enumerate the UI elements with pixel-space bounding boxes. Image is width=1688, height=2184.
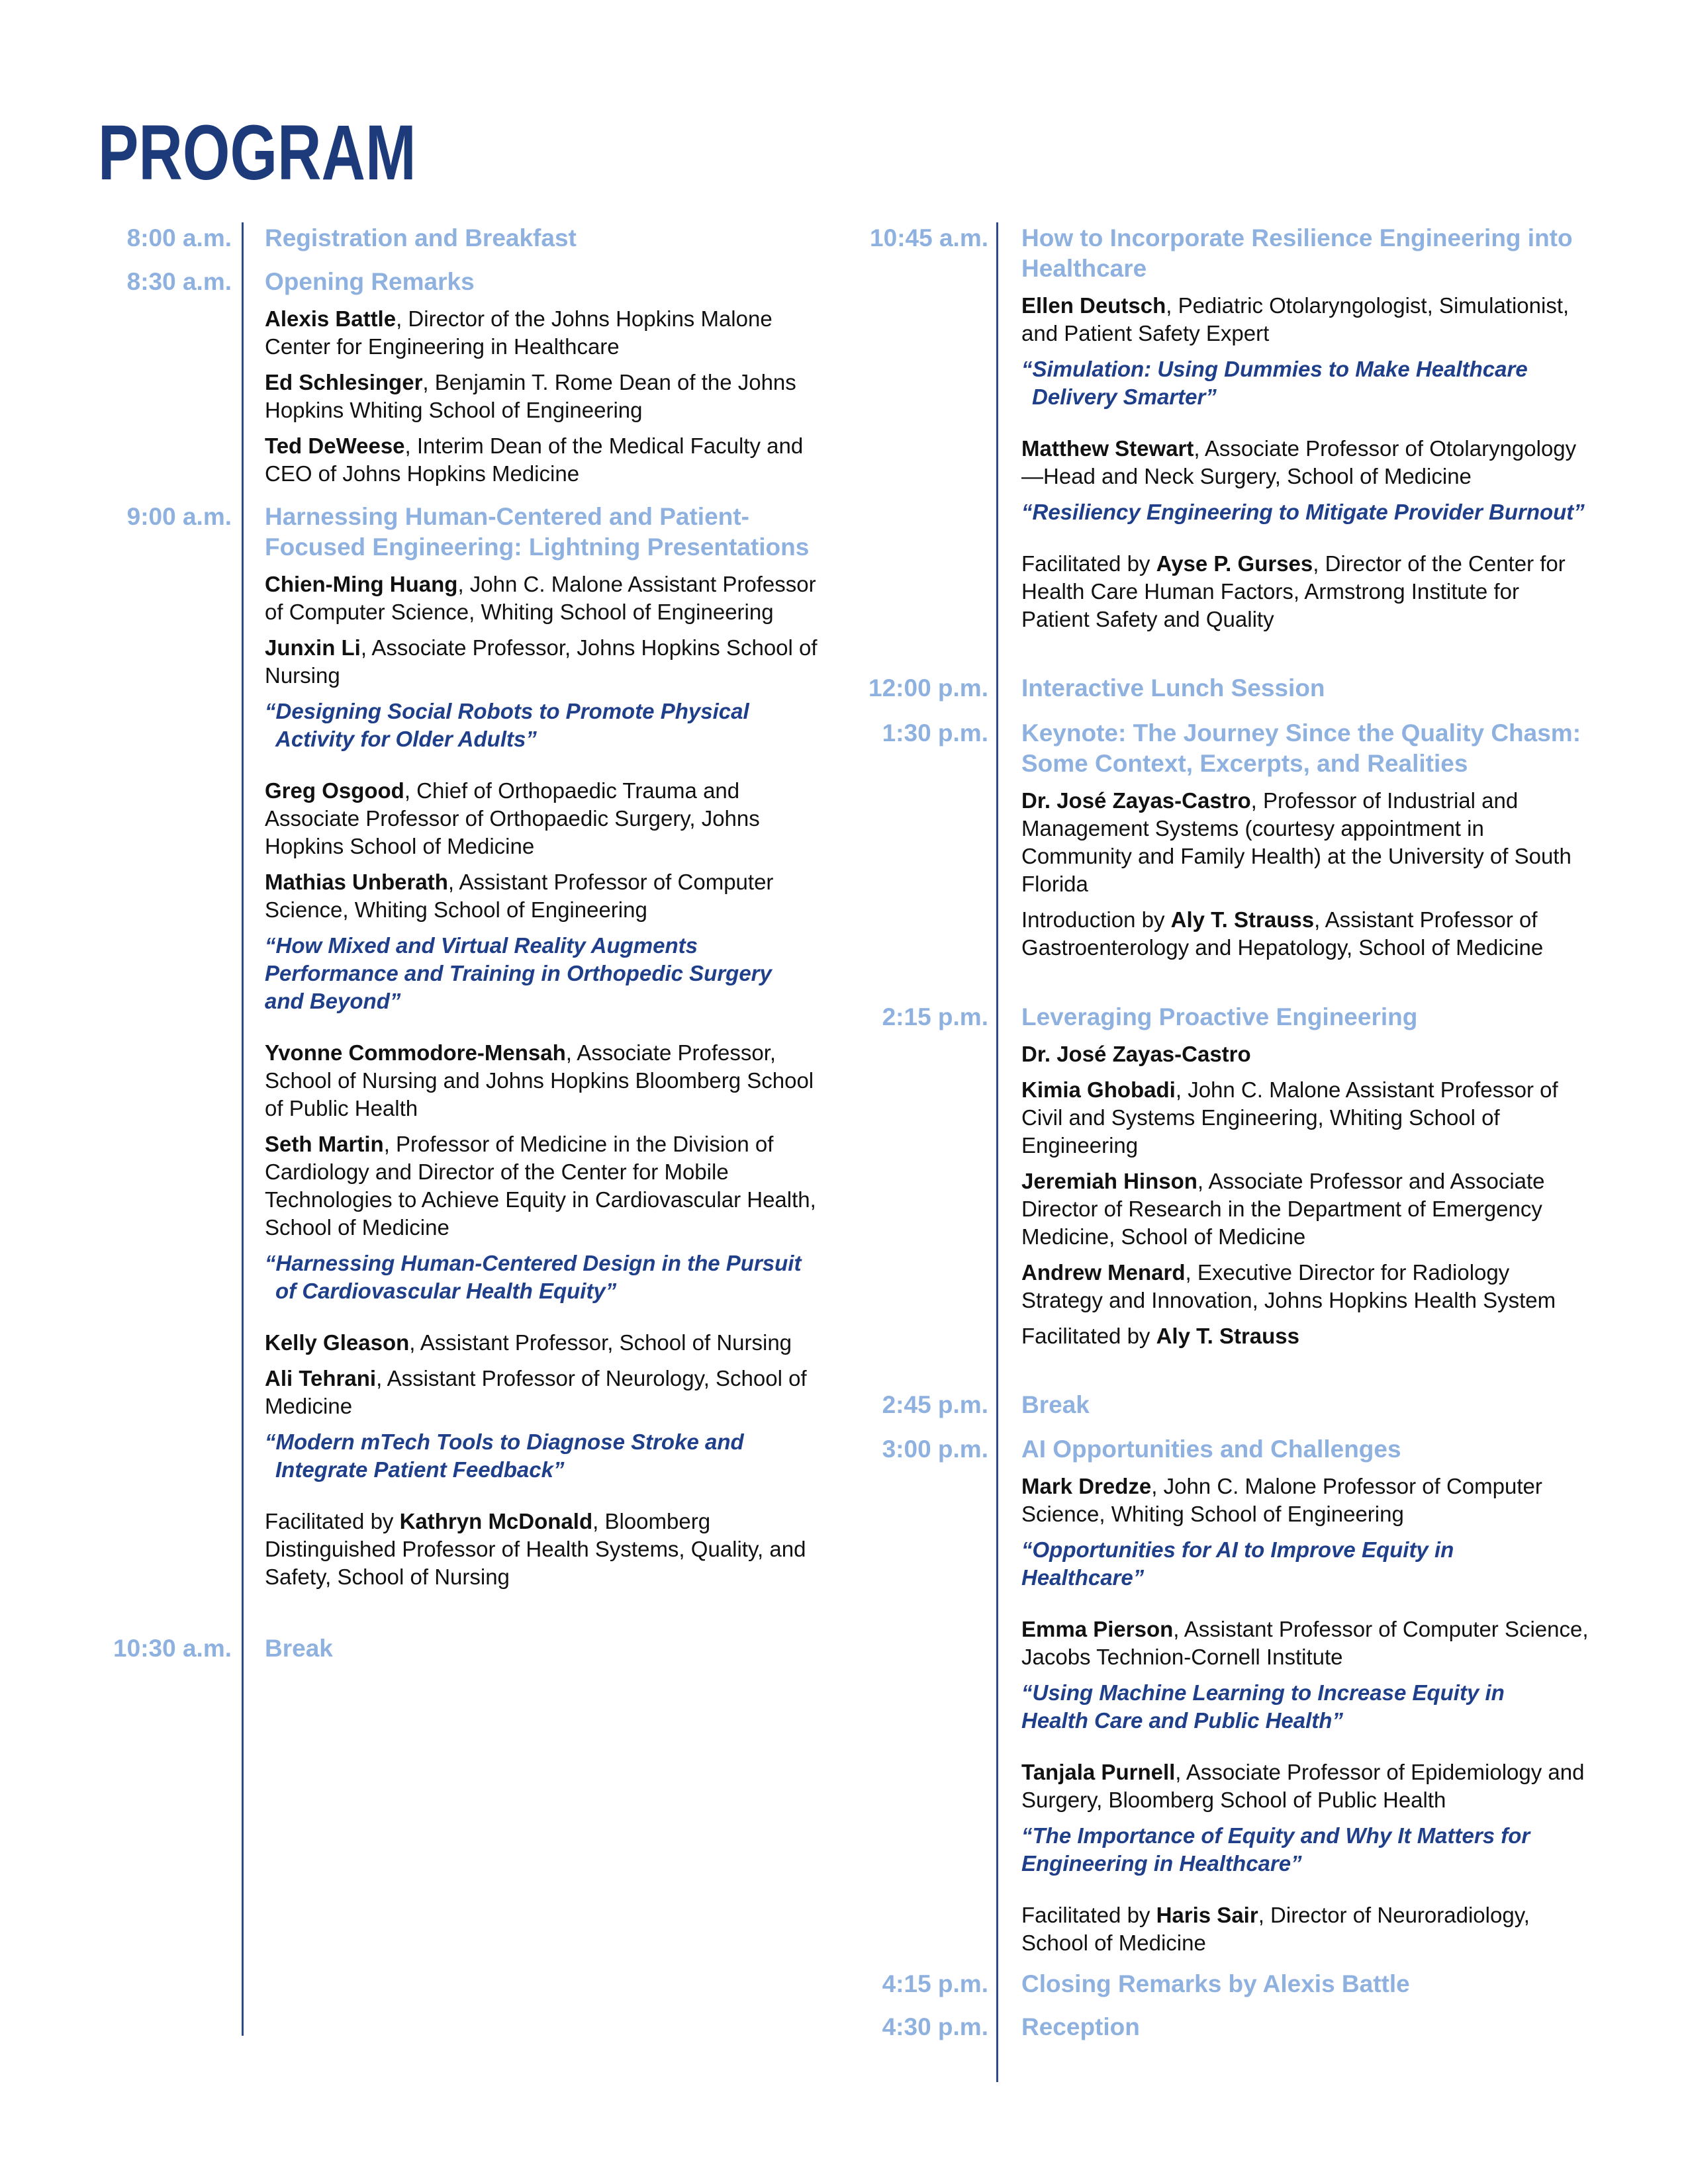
talk-title-line: “Resiliency Engineering to Mitigate Provider Burnout” (1021, 500, 1585, 524)
entry-title: Opening Remarks (265, 268, 475, 295)
schedule-entry-reception (882, 2012, 1591, 2042)
speaker-name: Ellen Deutsch (1021, 293, 1166, 318)
entry-time: 10:45 a.m. (870, 224, 988, 251)
right-timeline-rule (996, 222, 998, 2082)
speaker-name: Alexis Battle (265, 306, 397, 331)
speaker-desc: , Assistant Professor of Neurology, School of Medicine (265, 1366, 807, 1418)
talk-title (265, 1428, 834, 1484)
speaker-name: Jeremiah Hinson (1021, 1169, 1197, 1193)
facilitator-prefix: Facilitated by (1021, 551, 1156, 576)
entry-time: 10:30 a.m. (113, 1635, 232, 1662)
entry-time: 9:00 a.m. (126, 503, 232, 530)
speaker (1021, 435, 1591, 490)
facilitator (1021, 1322, 1591, 1350)
speaker-desc: , Director of the Johns Hopkins Malone Center for Engineering in Healthcare (265, 306, 773, 359)
speaker (265, 1039, 834, 1122)
facilitator-name: Haris Sair (1156, 1903, 1258, 1927)
speaker-name: Dr. José Zayas-Castro (1021, 1042, 1251, 1066)
speaker (1021, 1615, 1591, 1671)
speaker-desc: , Professor of Industrial and Management Systems (courtesy appointment in Community and Family Health) at the University of South Florida (1021, 788, 1571, 896)
talk-title-line: Health Care and Public Health” (1021, 1708, 1343, 1733)
facilitator-prefix: Facilitated by (1021, 1324, 1156, 1348)
entry-time: 12:00 p.m. (868, 674, 988, 702)
introducer-name: Aly T. Strauss (1170, 907, 1315, 932)
talk-title-line: “Harnessing Human-Centered Design in the Pursuit (265, 1251, 802, 1275)
speaker-name: Ed Schlesinger (265, 370, 423, 394)
speaker-desc: , Interim Dean of the Medical Faculty and CEO of Johns Hopkins Medicine (265, 433, 804, 486)
schedule-entry-lunch (868, 673, 1591, 704)
speaker-desc: , Associate Professor, Johns Hopkins School of Nursing (265, 635, 818, 688)
speaker-name: Ted DeWeese (265, 433, 405, 458)
speaker-name: Ali Tehrani (265, 1366, 377, 1390)
talk-title (265, 932, 834, 1015)
speaker-name: Mark Dredze (1021, 1474, 1152, 1498)
talk-title-line: “Using Machine Learning to Increase Equity in (1021, 1680, 1505, 1705)
entry-time: 8:30 a.m. (126, 268, 232, 295)
schedule-entry-resilience-engineering (870, 223, 1591, 633)
speaker-desc: , Benjamin T. Rome Dean of the Johns Hopkins Whiting School of Engineering (265, 370, 796, 422)
facilitator (1021, 1901, 1591, 1957)
speaker (265, 868, 834, 924)
speaker-desc: , John C. Malone Assistant Professor of Computer Science, Whiting School of Engineering (265, 572, 816, 624)
introducer-desc: , Assistant Professor of Gastroenterology and Hepatology, School of Medicine (1021, 907, 1544, 960)
speaker-name: Seth Martin (265, 1132, 384, 1156)
entry-title: Keynote: The Journey Since the Quality Chasm: Some Context, Excerpts, and Realities (1021, 719, 1581, 777)
talk-title-line: and Beyond” (265, 989, 401, 1013)
speaker-desc: , Associate Professor, School of Nursing and Johns Hopkins Bloomberg School of Public Health (265, 1040, 814, 1120)
facilitator-desc: , Director of the Center for Health Care Human Factors, Armstrong Institute for Patient Safety and Quality (1021, 551, 1566, 631)
entry-time: 4:30 p.m. (882, 2013, 988, 2040)
speaker (1021, 1076, 1591, 1160)
speaker (265, 432, 834, 488)
page-title: PROGRAM (98, 109, 416, 197)
speaker (1021, 787, 1591, 898)
talk-title (1021, 498, 1591, 526)
entry-title: Leveraging Proactive Engineering (1021, 1003, 1418, 1030)
entry-time: 1:30 p.m. (882, 719, 988, 747)
speaker (265, 1329, 834, 1357)
schedule-entry-ai-opportunities (882, 1434, 1591, 1957)
facilitator-name: Kathryn McDonald (399, 1509, 593, 1533)
speaker-desc: , Assistant Professor of Computer Science, Jacobs Technion-Cornell Institute (1021, 1617, 1589, 1669)
speaker-name: Mathias Unberath (265, 870, 448, 894)
entry-title: Harnessing Human-Centered and Patient-Focused Engineering: Lightning Presentations (265, 503, 810, 561)
speaker-name: Chien-Ming Huang (265, 572, 458, 596)
schedule-entry-break (882, 1390, 1591, 1420)
schedule-entry-closing-remarks (882, 1969, 1591, 1999)
talk-title (265, 1250, 834, 1305)
speaker-name: Emma Pierson (1021, 1617, 1174, 1641)
talk-title-line: of Cardiovascular Health Equity” (275, 1279, 617, 1303)
speaker-name: Kimia Ghobadi (1021, 1077, 1176, 1102)
speaker-desc: , Associate Professor of Otolaryngology—Head and Neck Surgery, School of Medicine (1021, 436, 1577, 488)
talk-title-line: Performance and Training in Orthopedic Surgery (265, 961, 772, 985)
entry-time: 2:45 p.m. (882, 1391, 988, 1418)
speaker-desc: , Assistant Professor of Computer Science, Whiting School of Engineering (265, 870, 774, 922)
facilitator-desc: , Director of Neuroradiology, School of Medicine (1021, 1903, 1530, 1955)
talk-title-line: Integrate Patient Feedback” (275, 1457, 565, 1482)
facilitator (265, 1508, 834, 1591)
speaker (265, 570, 834, 626)
speaker-name: Matthew Stewart (1021, 436, 1194, 461)
speaker-desc: , John C. Malone Professor of Computer Science, Whiting School of Engineering (1021, 1474, 1542, 1526)
speaker-name: Tanjala Purnell (1021, 1760, 1176, 1784)
speaker-desc: , Assistant Professor, School of Nursing (409, 1330, 792, 1355)
talk-title (1021, 1679, 1591, 1735)
entry-title: How to Incorporate Resilience Engineering into Healthcare (1021, 224, 1573, 282)
entry-title: Closing Remarks by Alexis Battle (1021, 1970, 1410, 1997)
introduction-prefix: Introduction by (1021, 907, 1171, 932)
talk-title-line: Delivery Smarter” (1032, 385, 1217, 409)
speaker (1021, 1167, 1591, 1251)
talk-title-line: “Designing Social Robots to Promote Physical (265, 699, 749, 723)
entry-title: Registration and Breakfast (265, 224, 577, 251)
facilitator-desc: , Bloomberg Distinguished Professor of Health Systems, Quality, and Safety, School of Nursing (265, 1509, 806, 1589)
talk-title-line: “Modern mTech Tools to Diagnose Stroke and (265, 1430, 744, 1454)
talk-title (265, 698, 834, 753)
talk-title (1021, 1536, 1591, 1592)
speaker-desc: , Chief of Orthopaedic Trauma and Associate Professor of Orthopaedic Surgery, Johns Hopkins School of Medicine (265, 778, 760, 858)
talk-title-line: “Simulation: Using Dummies to Make Healthcare (1021, 357, 1528, 381)
schedule-entry-break (113, 1633, 834, 1664)
schedule-entry-keynote (882, 718, 1591, 962)
facilitator (1021, 550, 1591, 633)
speaker-desc: , Associate Professor and Associate Director of Research in the Department of Emergency Medicine, School of Medicine (1021, 1169, 1545, 1249)
schedule-entry-proactive-engineering (882, 1002, 1591, 1350)
speaker (1021, 1758, 1591, 1814)
entry-time: 2:15 p.m. (882, 1003, 988, 1030)
talk-title (1021, 355, 1591, 411)
speaker-desc: , John C. Malone Assistant Professor of Civil and Systems Engineering, Whiting School of Engineering (1021, 1077, 1558, 1158)
talk-title-line: Engineering in Healthcare” (1021, 1851, 1302, 1876)
speaker-name: Kelly Gleason (265, 1330, 410, 1355)
talk-title-line: “The Importance of Equity and Why It Matters for (1021, 1823, 1530, 1848)
speaker (1021, 1040, 1591, 1068)
facilitator-prefix: Facilitated by (1021, 1903, 1156, 1927)
speaker-name: Dr. José Zayas-Castro (1021, 788, 1251, 813)
talk-title-line: Activity for Older Adults” (275, 727, 537, 751)
speaker-desc: , Pediatric Otolaryngologist, Simulationist, and Patient Safety Expert (1021, 293, 1570, 345)
facilitator-prefix: Facilitated by (265, 1509, 400, 1533)
entry-time: 4:15 p.m. (882, 1970, 988, 1997)
speaker-name: Greg Osgood (265, 778, 404, 803)
left-timeline-rule (242, 222, 244, 2036)
speaker (265, 777, 834, 860)
speaker-desc: , Professor of Medicine in the Division of Cardiology and Director of the Center for Mobile Technologies to Achieve Equity in Cardiovascular Health, School of Medicine (265, 1132, 816, 1240)
entry-time: 3:00 p.m. (882, 1435, 988, 1463)
schedule-entry-lightning-presentations (126, 502, 834, 1591)
entry-title: Interactive Lunch Session (1021, 674, 1325, 702)
talk-title-line: Healthcare” (1021, 1565, 1145, 1590)
facilitator-name: Aly T. Strauss (1156, 1324, 1300, 1348)
entry-title: AI Opportunities and Challenges (1021, 1435, 1401, 1463)
speaker (1021, 292, 1591, 347)
speaker (265, 305, 834, 361)
speaker (265, 634, 834, 690)
facilitator-name: Ayse P. Gurses (1156, 551, 1313, 576)
speaker (265, 369, 834, 424)
schedule-entry-opening-remarks (126, 267, 834, 488)
speaker-name: Junxin Li (265, 635, 361, 660)
speaker-name: Yvonne Commodore-Mensah (265, 1040, 566, 1065)
entry-title: Reception (1021, 2013, 1140, 2040)
entry-time: 8:00 a.m. (126, 224, 232, 251)
talk-title (1021, 1822, 1591, 1878)
talk-title-line: “Opportunities for AI to Improve Equity in (1021, 1537, 1454, 1562)
speaker-desc: , Executive Director for Radiology Strategy and Innovation, Johns Hopkins Health System (1021, 1260, 1556, 1312)
entry-title: Break (265, 1635, 333, 1662)
entry-title: Break (1021, 1391, 1090, 1418)
speaker-desc: , Associate Professor of Epidemiology and Surgery, Bloomberg School of Public Health (1021, 1760, 1585, 1812)
speaker (1021, 1473, 1591, 1528)
speaker-name: Andrew Menard (1021, 1260, 1186, 1285)
speaker (265, 1365, 834, 1420)
introduction (1021, 906, 1591, 962)
talk-title-line: “How Mixed and Virtual Reality Augments (265, 933, 698, 958)
schedule-entry-registration (126, 223, 834, 253)
speaker (265, 1130, 834, 1242)
speaker (1021, 1259, 1591, 1314)
